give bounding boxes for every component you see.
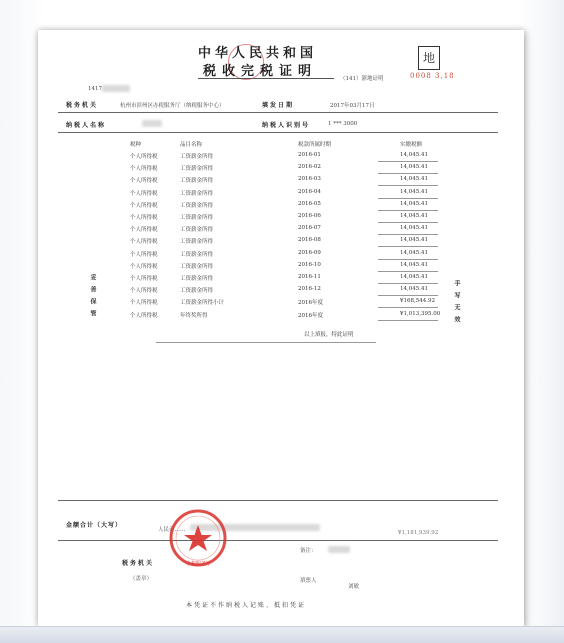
note-underline bbox=[156, 342, 376, 343]
seal-label: （盖章） bbox=[130, 576, 153, 582]
cell-tax-type: 个人所得税 bbox=[130, 312, 158, 319]
cell-amount: ¥168,544.92 bbox=[400, 298, 435, 305]
taxpayer-id-label: 纳税人识别号 bbox=[262, 122, 311, 129]
redacted-remark bbox=[328, 546, 350, 553]
cell-tax-type: 个人所得税 bbox=[130, 300, 158, 307]
redacted-id bbox=[102, 85, 130, 92]
cell-item: 工资薪金所得 bbox=[180, 190, 214, 197]
cell-period: 2016-07 bbox=[298, 225, 321, 232]
cell-item: 工资薪金所得 bbox=[180, 263, 214, 270]
filler-name: 刘敏 bbox=[348, 584, 360, 590]
cell-period: 2016年度 bbox=[298, 300, 323, 307]
tax-authority-label: 税务机关 bbox=[66, 102, 99, 109]
cell-item: 工资薪金所得 bbox=[180, 239, 214, 246]
cell-item: 工资薪金所得 bbox=[180, 154, 214, 160]
cell-tax-type: 个人所得税 bbox=[130, 202, 158, 209]
cell-amount: 14,045.41 bbox=[400, 286, 428, 293]
cell-item: 工资薪金所得 bbox=[180, 251, 214, 258]
cell-tax-type: 个人所得税 bbox=[130, 215, 158, 221]
taxpayer-id-partial: 1 *** 3000 bbox=[328, 121, 358, 127]
cert-number-value: 0008 3,18 bbox=[410, 72, 455, 80]
cell-tax-type: 个人所得税 bbox=[130, 288, 158, 295]
cell-amount: 14,045.41 bbox=[400, 188, 428, 195]
row-underline bbox=[378, 259, 438, 260]
remark-label: 备注： bbox=[300, 548, 317, 554]
type-box: 地 bbox=[418, 46, 440, 70]
row-underline bbox=[378, 307, 438, 308]
taxpayer-name-label: 纳税人名称 bbox=[66, 122, 107, 129]
divider-4 bbox=[58, 540, 498, 541]
fill-date-label: 填发日期 bbox=[262, 102, 295, 109]
row-underline bbox=[378, 173, 438, 174]
cell-item: 工资薪金所得 bbox=[180, 215, 214, 221]
tax-authority-value: 杭州市滨州区办税服务厅（纳税服务中心） bbox=[120, 103, 225, 109]
cell-tax-type: 个人所得税 bbox=[130, 251, 158, 258]
cell-amount: 14,045.41 bbox=[400, 176, 428, 183]
cell-amount: 14,045.41 bbox=[400, 164, 428, 171]
table-note: 以上填报，特此证明 bbox=[304, 332, 354, 338]
total-label: 金额合计（大写） bbox=[66, 522, 123, 529]
cell-item: 工资薪金所得小计 bbox=[180, 300, 225, 307]
cell-period: 2016年度 bbox=[298, 312, 323, 319]
cell-amount: 14,045.41 bbox=[400, 225, 428, 232]
footer-note: 本凭证不作纳税人记账、抵扣凭证 bbox=[186, 602, 307, 609]
side-note-left: 妥善保管 bbox=[89, 274, 96, 322]
cell-period: 2016-11 bbox=[298, 274, 321, 280]
cell-tax-type: 个人所得税 bbox=[130, 154, 158, 160]
cell-item: 工资薪金所得 bbox=[180, 202, 214, 209]
row-underline bbox=[378, 295, 438, 296]
cell-period: 2016-06 bbox=[298, 213, 321, 219]
cell-amount: ¥1,013,395.00 bbox=[400, 310, 441, 317]
cell-amount: 14,045.41 bbox=[400, 249, 428, 256]
cell-item: 年终奖所得 bbox=[180, 312, 208, 319]
cell-period: 2016-10 bbox=[298, 261, 321, 268]
divider-1 bbox=[58, 112, 498, 113]
cell-period: 2016-05 bbox=[298, 200, 321, 207]
redacted-name bbox=[142, 120, 162, 127]
row-underline bbox=[378, 161, 438, 162]
cert-number-label: （141）浙地证明 bbox=[340, 76, 384, 82]
cell-item: 工资薪金所得 bbox=[180, 288, 214, 295]
table-header-amount: 实缴税额 bbox=[400, 142, 423, 148]
cell-amount: 14,045.41 bbox=[400, 261, 428, 268]
divider-2 bbox=[58, 132, 498, 133]
cell-tax-type: 个人所得税 bbox=[130, 166, 158, 173]
row-underline bbox=[378, 320, 438, 321]
stamp-text: 办税服务厅 bbox=[186, 561, 212, 567]
side-note-right: 手写无效 bbox=[453, 280, 460, 328]
cell-period: 2016-08 bbox=[298, 237, 321, 244]
cell-tax-type: 个人所得税 bbox=[130, 178, 158, 185]
cell-period: 2016-09 bbox=[298, 249, 321, 256]
cell-tax-type: 个人所得税 bbox=[130, 263, 158, 270]
row-underline bbox=[378, 198, 438, 199]
id-prefix: 1417 bbox=[88, 86, 102, 92]
divider-3 bbox=[58, 500, 498, 501]
cell-amount: 14,045.41 bbox=[400, 274, 428, 280]
table-header-period: 税款所属时期 bbox=[298, 142, 332, 148]
cell-tax-type: 个人所得税 bbox=[130, 239, 158, 246]
row-underline bbox=[378, 246, 438, 247]
cell-amount: 14,045.41 bbox=[400, 152, 428, 158]
doc-title-line2: 税收完税证明 bbox=[203, 64, 318, 79]
cell-amount: 14,045.41 bbox=[400, 213, 428, 219]
cell-item: 工资薪金所得 bbox=[180, 178, 214, 185]
cell-item: 工资薪金所得 bbox=[180, 227, 214, 234]
cell-period: 2016-12 bbox=[298, 286, 321, 293]
row-underline bbox=[378, 283, 438, 284]
total-amount: ¥1,181,939.92 bbox=[398, 530, 439, 536]
cell-period: 2016-04 bbox=[298, 188, 321, 195]
row-underline bbox=[378, 210, 438, 211]
doc-title-line1: 中华人民共和国 bbox=[198, 46, 318, 61]
cell-item: 工资薪金所得 bbox=[180, 166, 214, 173]
title-underline bbox=[198, 78, 334, 79]
cell-amount: 14,045.41 bbox=[400, 237, 428, 244]
cell-period: 2016-02 bbox=[298, 164, 321, 171]
total-text: 人民币…… bbox=[158, 527, 186, 533]
row-underline bbox=[378, 271, 438, 272]
authority-label: 税务机关 bbox=[122, 560, 155, 567]
filler-label: 填票人 bbox=[300, 578, 317, 584]
cell-amount: 14,045.41 bbox=[400, 200, 428, 207]
row-underline bbox=[378, 185, 438, 186]
cell-tax-type: 个人所得税 bbox=[130, 276, 158, 282]
table-header-item: 品目名称 bbox=[180, 142, 203, 148]
viewer-bottom-bar bbox=[0, 626, 564, 643]
official-seal-stamp bbox=[168, 508, 228, 568]
table-header-tax-type: 税种 bbox=[130, 142, 142, 148]
cell-item: 工资薪金所得 bbox=[180, 276, 214, 282]
cell-tax-type: 个人所得税 bbox=[130, 227, 158, 234]
row-underline bbox=[378, 222, 438, 223]
tax-certificate-document bbox=[38, 30, 524, 626]
cell-period: 2016-03 bbox=[298, 176, 321, 183]
fill-date-value: 2017年03月17日 bbox=[330, 103, 375, 109]
cell-tax-type: 个人所得税 bbox=[130, 190, 158, 197]
row-underline bbox=[378, 234, 438, 235]
cell-period: 2016-01 bbox=[298, 152, 321, 158]
